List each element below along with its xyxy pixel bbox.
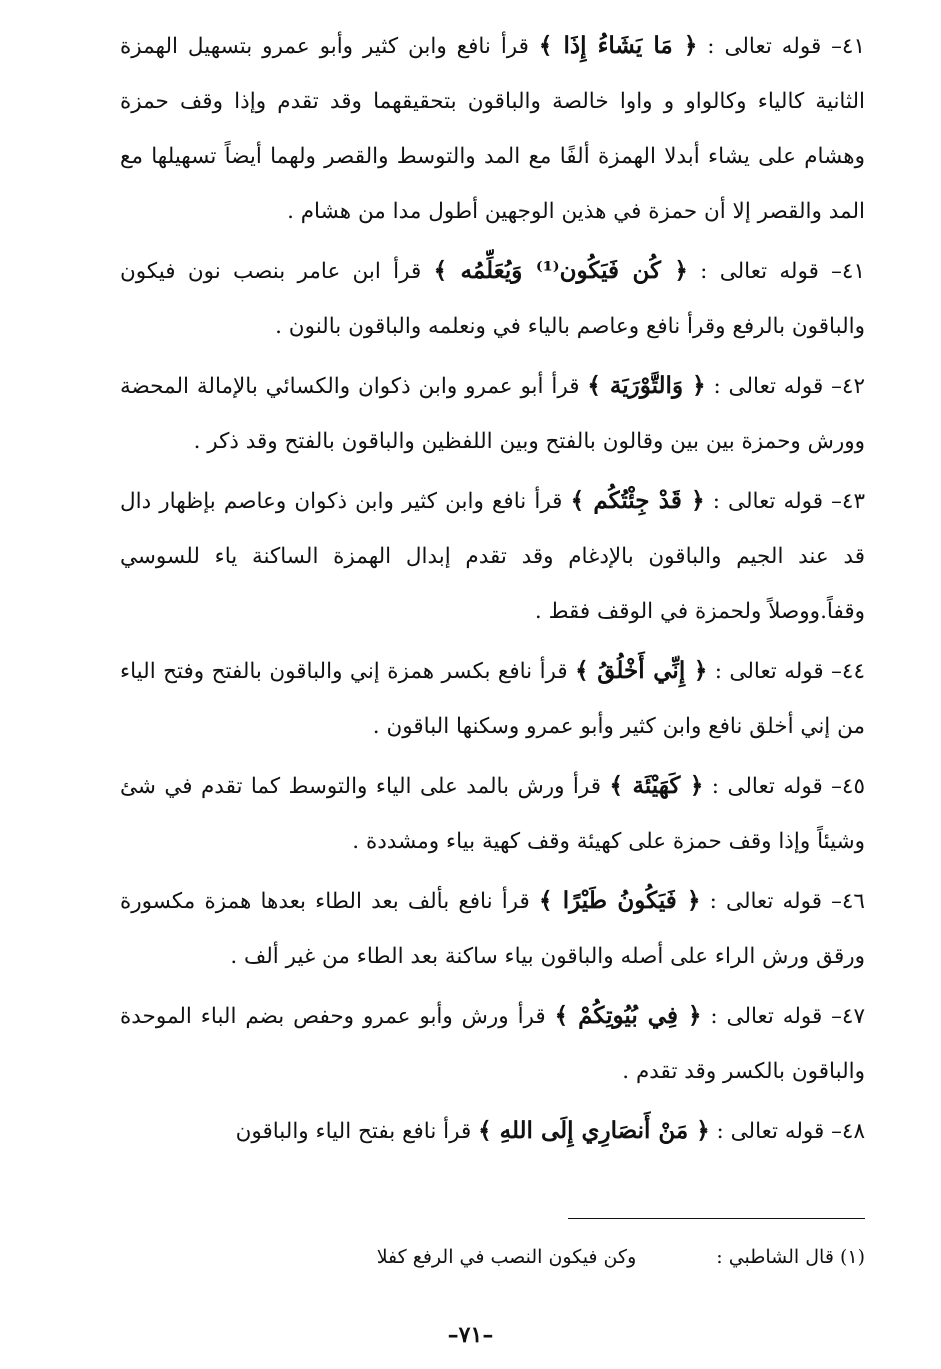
footnote-label: (١) قال الشاطبي :: [716, 1246, 865, 1268]
paragraph-46: [120, 873, 865, 984]
paragraph-text: قرأ نافع بألف بعد الطاء بعدها همزة مكسورة ورقق ورش الراء على أصله والباقون بياء ساكنة بعد الطاء من غير ألف .: [120, 889, 865, 969]
paragraph-text: قرأ نافع بفتح الياء والباقون: [235, 1119, 479, 1144]
paragraph-lead: ٤٨– قوله تعالى :: [709, 1119, 865, 1144]
paragraph-lead: ٤٦– قوله تعالى :: [700, 889, 865, 914]
main-text: [120, 18, 865, 1163]
paragraph-41b: [120, 243, 865, 354]
quran-quote: ﴿ وَالتَّوْرَيَة ﴾: [587, 372, 706, 399]
paragraph-lead: ٤٥– قوله تعالى :: [703, 774, 865, 799]
paragraph-text: قرأ نافع وابن كثير وأبو عمرو بتسهيل الهمزة الثانية كالياء وكالواو و واوا خالصة والباقون بتحقيقهما وقد تقدم وإذا وقف حمزة وهشام على يشاء أبدلا الهمزة ألفًا مع المد والتوسط والقصر ولهما أيضاً تسهيلها مع المد والقصر إلا أن حمزة في هذين الوجهين أطول مدا من هشام .: [120, 34, 865, 224]
quran-quote: ﴿ مَنْ أَنصَارِي إِلَى اللهِ ﴾: [478, 1117, 710, 1144]
paragraph-text: قرأ نافع بكسر همزة إني والباقون بالفتح وفتح الياء من إني أخلق نافع وابن كثير وأبو عمرو وسكنها الباقون .: [120, 659, 865, 739]
paragraph-text: قرأ ورش وأبو عمرو وحفص بضم الباء الموحدة والباقون بالكسر وقد تقدم .: [120, 1004, 865, 1084]
quran-quote: ﴿ كَهَيْئَة ﴾: [609, 772, 704, 799]
paragraph-lead: ٤٤– قوله تعالى :: [707, 659, 865, 684]
paragraph-text: قرأ أبو عمرو وابن ذكوان والكسائي بالإمالة المحضة وورش وحمزة بين بين وقالون بالفتح وبين اللفظين والباقون بالفتح وقد ذكر .: [120, 374, 865, 454]
paragraph-41a: [120, 18, 865, 239]
paragraph-lead: ٤١– قوله تعالى :: [687, 259, 865, 284]
quran-quote: ﴿ إِنِّي أَخْلُقُ ﴾: [575, 657, 708, 684]
footnote-divider: [568, 1218, 865, 1219]
footnote: [120, 1242, 865, 1272]
footnote-text: وكن فيكون النصب في الرفع كفلا: [376, 1246, 637, 1268]
paragraph-text: قرأ ابن عامر بنصب نون فيكون والباقون بالرفع وقرأ نافع وعاصم بالياء في ونعلمه والباقون بالنون .: [120, 259, 865, 339]
paragraph-48: [120, 1103, 865, 1159]
paragraph-text: قرأ نافع وابن كثير وابن ذكوان وعاصم بإظهار دال قد عند الجيم والباقون بالإدغام وقد تقدم إبدال الهمزة الساكنة ياء للسوسي وقفاً.ووصلاً ولحمزة في الوقف فقط .: [120, 489, 865, 624]
paragraph-lead: ٤٢– قوله تعالى :: [705, 374, 865, 399]
paragraph-43: [120, 473, 865, 639]
paragraph-text: قرأ ورش بالمد على الياء والتوسط كما تقدم في شئ وشيئاً وإذا وقف حمزة على كهيئة وقف كهية بياء ومشددة .: [120, 774, 865, 854]
quran-quote: ﴿ فِي بُيُوتِكُمْ ﴾: [554, 1002, 702, 1029]
page-number: –٧١–: [447, 1322, 494, 1348]
paragraph-lead: ٤١– قوله تعالى :: [697, 34, 866, 59]
paragraph-lead: ٤٣– قوله تعالى :: [704, 489, 865, 514]
paragraph-42: [120, 358, 865, 469]
paragraph-45: [120, 758, 865, 869]
quran-quote: ﴿ فَيَكُونُ طَيْرًا ﴾: [538, 887, 701, 914]
paragraph-44: [120, 643, 865, 754]
quran-quote: ﴿ كُن فَيَكُون⁽¹⁾ وَيُعَلِّمُه ﴾: [433, 257, 688, 284]
quran-quote: ﴿ مَا يَشَاءُ إِذَا ﴾: [538, 32, 698, 59]
paragraph-47: [120, 988, 865, 1099]
quran-quote: ﴿ قَدْ جِئْتُكُم ﴾: [570, 487, 705, 514]
paragraph-lead: ٤٧– قوله تعالى :: [701, 1004, 866, 1029]
